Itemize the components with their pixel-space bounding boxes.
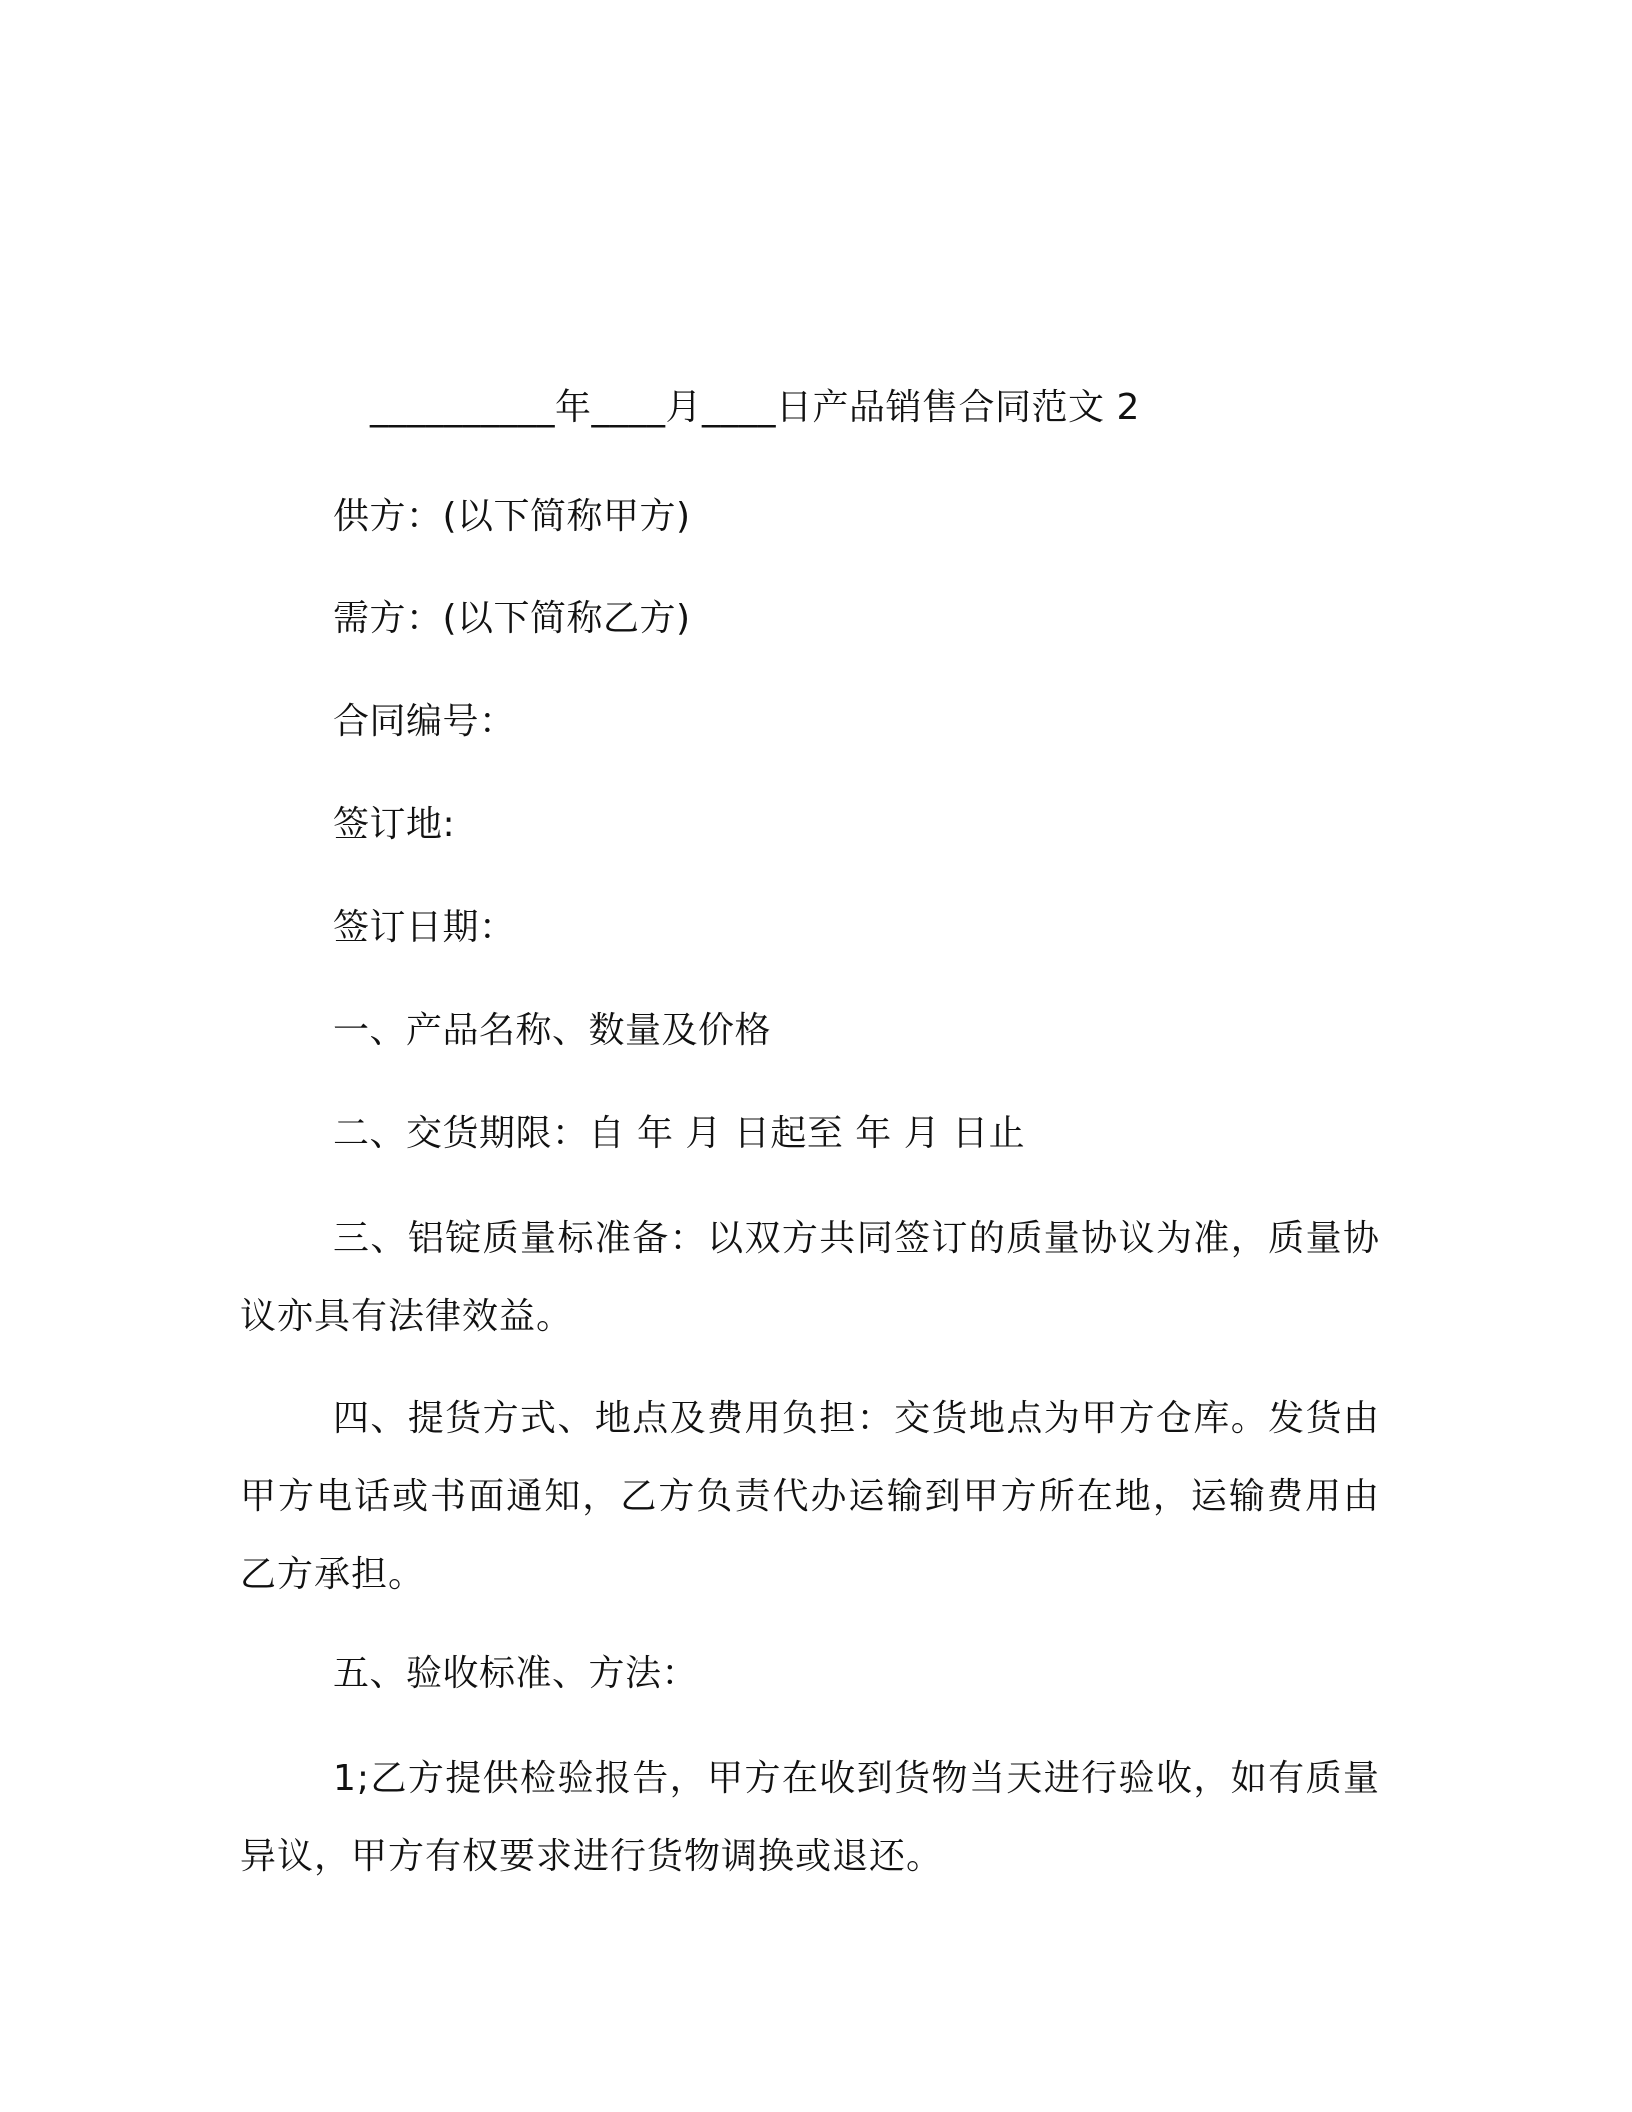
- section-product: 一、产品名称、数量及价格: [333, 1010, 772, 1051]
- acceptance-clause-1: 1;乙方提供检验报告，甲方在收到货物当天进行验收，如有质量异议，甲方有权要求进行货物调换或退还。: [240, 1758, 1380, 1877]
- supplier-line: 供方：(以下简称甲方): [333, 496, 691, 537]
- contract-number-line: 合同编号：: [333, 701, 516, 742]
- document-title: __________年____月____日产品销售合同范文 2: [370, 387, 1140, 428]
- sign-date-line: 签订日期：: [333, 907, 516, 948]
- section-acceptance: 五、验收标准、方法：: [333, 1653, 699, 1694]
- section-pickup-method: 四、提货方式、地点及费用负担：交货地点为甲方仓库。发货由甲方电话或书面通知，乙方负责代办运输到甲方所在地，运输费用由乙方承担。: [240, 1398, 1380, 1595]
- buyer-line: 需方：(以下简称乙方): [333, 598, 691, 639]
- sign-place-line: 签订地:: [333, 804, 456, 845]
- section-delivery-period: 二、交货期限：自 年 月 日起至 年 月 日止: [333, 1113, 1026, 1154]
- section-quality-standard: 三、铝锭质量标准备：以双方共同签订的质量协议为准，质量协议亦具有法律效益。: [240, 1218, 1380, 1337]
